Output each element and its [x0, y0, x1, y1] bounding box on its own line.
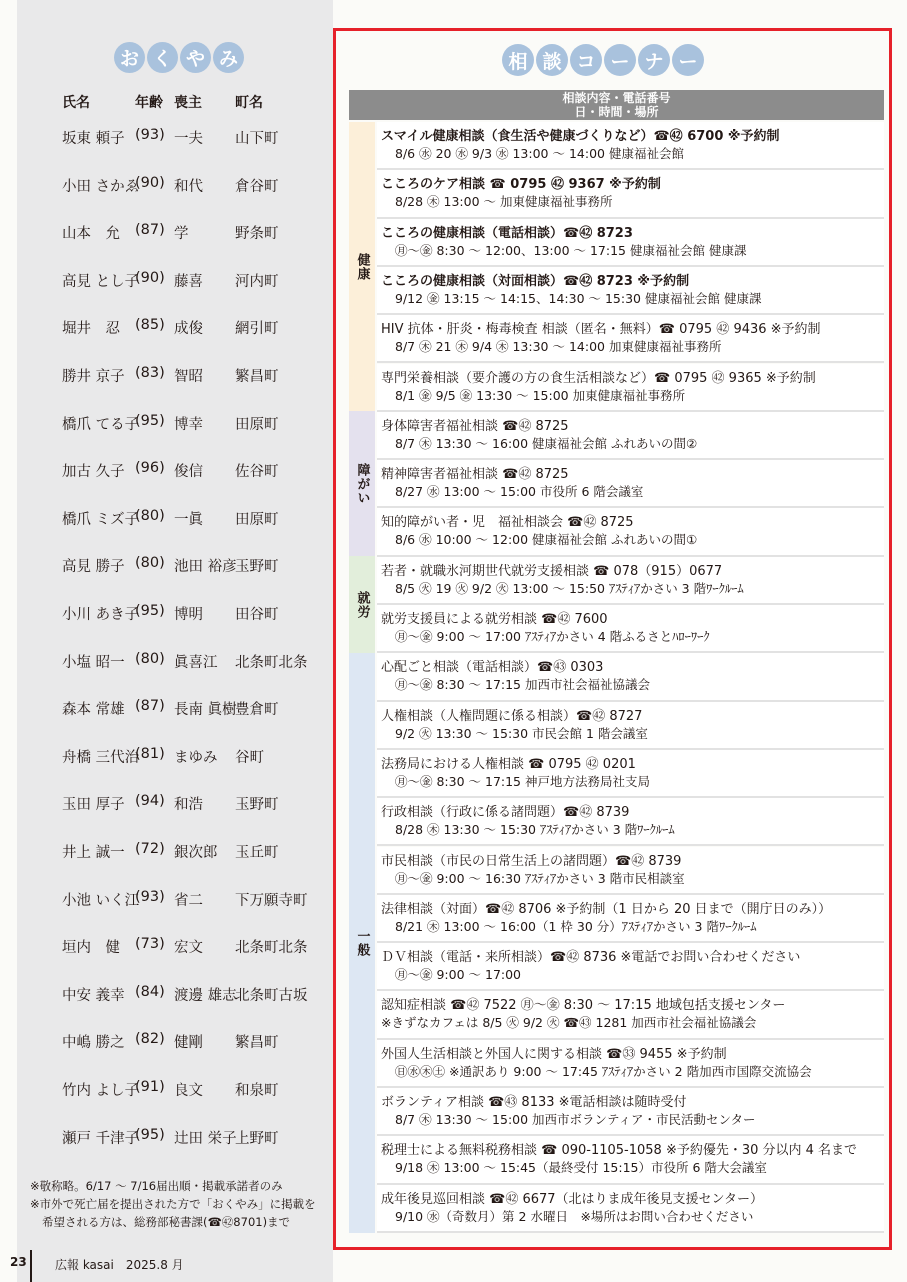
note-outside-city: ※市外で死亡届を提出された方で「おくやみ」に掲載を [30, 1197, 316, 1211]
obituary-name: 中安 義幸 [62, 987, 125, 1004]
obituary-age: (94) [135, 793, 165, 810]
obituary-town: 野条町 [235, 226, 279, 243]
consultation-title: 知的障がい者・児 福祉相談会 ☎㊷ 8725 [381, 515, 634, 531]
obituary-town: 田谷町 [235, 607, 279, 623]
header-town: 町名 [235, 95, 263, 111]
category-general-label: 一般 [354, 929, 370, 957]
obituary-name: 橋爪 ミズ子 [62, 511, 140, 528]
obituary-name: 高見 勝子 [62, 559, 125, 576]
obituary-chief: 辻田 栄子 [174, 1130, 237, 1147]
category-health-label: 健康 [354, 252, 370, 281]
category-disability-label: 障がい [354, 462, 370, 505]
obituary-notes [30, 1178, 330, 1232]
consultation-schedule: 9/12 ㊎ 13:15 ～ 14:15、14:30 ～ 15:30 健康福祉会館 健康課 [395, 290, 762, 306]
consultation-schedule: ㊊～㊎ 8:30 ～ 12:00、13:00 ～ 17:15 健康福祉会館 健康課 [395, 242, 747, 258]
consultation-entry [377, 364, 884, 412]
consultation-table-header [349, 90, 884, 120]
consultation-title: 法律相談（対面）☎㊷ 8706 ※予約制（1 日から 20 日まで（開庁日のみ）） [381, 901, 832, 917]
publication-label: 広報 kasai 2025.8 月 [55, 1258, 184, 1272]
obituary-age: (72) [135, 841, 165, 857]
obituary-town: 玉野町 [235, 797, 279, 814]
header-name: 氏名 [62, 95, 90, 111]
consultation-schedule: 9/18 ㊍ 13:00 ～ 15:45（最終受付 15:15）市役所 6 階大会議室 [395, 1160, 767, 1176]
consultation-entry [377, 702, 884, 750]
obituary-chief: 健剛 [174, 1035, 203, 1052]
consultation-entry [377, 750, 884, 798]
obituary-name: 堀井 忍 [62, 321, 120, 338]
obituary-town: 網引町 [235, 321, 279, 338]
obituary-town: 谷町 [235, 749, 264, 766]
header-age: 年齢 [135, 95, 163, 111]
obituary-name: 高見 とし子 [62, 273, 140, 290]
consultation-entry [377, 315, 884, 363]
obituary-chief: 渡邊 雄志 [174, 987, 237, 1004]
obituary-age: (93) [135, 888, 165, 905]
obituary-age: (90) [135, 174, 165, 191]
obituary-chief: 宏文 [174, 940, 203, 957]
consultation-title: HIV 抗体・肝炎・梅毒検査 相談（匿名・無料）☎ 0795 ㊷ 9436 ※予約制 [381, 322, 821, 338]
obituary-town: 繁昌町 [235, 1035, 279, 1052]
obituary-chief: 藤喜 [174, 273, 203, 290]
obituary-chief: 学 [174, 226, 189, 243]
note-honorific: ※敬称略。6/17 ～ 7/16届出順・掲載承諾者のみ [30, 1179, 283, 1193]
consultation-entry [377, 653, 884, 701]
consultation-entry [377, 991, 884, 1039]
consultation-schedule: 8/27 ㊌ 13:00 ～ 15:00 市役所 6 階会議室 [395, 484, 644, 500]
obituary-town: 繁昌町 [235, 369, 279, 385]
obituary-chief: 俊信 [174, 464, 203, 481]
consultation-title-char: 相 [502, 44, 534, 76]
consultation-schedule: ㊐㊌㊍㊏ ※通訳あり 9:00 ～ 17:45 ｱｽﾃｨｱかさい 2 階加西市国際交流協会 [395, 1063, 812, 1079]
obituary-name: 勝井 京子 [62, 369, 125, 385]
obituary-town: 北条町北条 [235, 654, 308, 671]
obituary-age: (82) [135, 1031, 165, 1048]
obituary-age: (87) [135, 698, 165, 715]
consultation-schedule: 8/7 ㊍ 13:30 ～ 16:00 健康福祉会館 ふれあいの間② [395, 435, 698, 451]
consultation-schedule: 8/6 ㊌ 20 ㊌ 9/3 ㊌ 13:00 ～ 14:00 健康福祉会館 [395, 146, 684, 161]
consultation-schedule: 8/7 ㊍ 13:30 ～ 15:00 加西市ボランティア・市民活動センター [395, 1112, 756, 1127]
consultation-title [502, 44, 704, 76]
obituary-age: (80) [135, 650, 165, 667]
consultation-schedule: ㊊～㊎ 9:00 ～ 17:00 ｱｽﾃｨｱかさい 4 階ふるさとﾊﾛｰﾜｰｸ [395, 629, 710, 644]
obituary-title-char: み [213, 42, 244, 73]
obituary-chief: 博明 [174, 607, 203, 623]
obituary-town: 和泉町 [235, 1083, 279, 1099]
header-date-time-place: 日・時間・場所 [574, 105, 659, 119]
obituary-age: (91) [135, 1079, 165, 1095]
obituary-chief: 一夫 [174, 131, 203, 147]
category-employment [349, 556, 375, 653]
obituary-name: 舟橋 三代治 [62, 749, 140, 766]
consultation-title: 専門栄養相談（要介護の方の食生活相談など）☎ 0795 ㊷ 9365 ※予約制 [381, 370, 816, 386]
obituary-name: 垣内 健 [62, 940, 120, 957]
consultation-title: こころのケア相談 ☎ 0795 ㊷ 9367 ※予約制 [381, 177, 661, 193]
obituary-age: (85) [135, 317, 165, 334]
footer-divider [30, 1250, 32, 1282]
obituary-chief: 博幸 [174, 416, 203, 433]
consultation-entry [377, 605, 884, 653]
consultation-entry [377, 219, 884, 267]
obituary-title-char: や [180, 42, 211, 73]
obituary-town: 佐谷町 [235, 464, 279, 481]
consultation-entry [377, 1088, 884, 1136]
consultation-schedule: 8/21 ㊍ 13:00 ～ 16:00（1 枠 30 分）ｱｽﾃｨｱかさい 3 階ﾜｰｸﾙｰﾑ [395, 918, 757, 934]
obituary-name: 中嶋 勝之 [62, 1035, 125, 1052]
category-disability [349, 411, 375, 556]
consultation-title-char: コ [570, 44, 602, 76]
header-chief-mourner: 喪主 [174, 95, 202, 111]
obituary-name: 小池 いく江 [62, 892, 140, 909]
header-content-phone: 相談内容・電話番号 [562, 91, 671, 105]
consultation-entry [377, 895, 884, 943]
obituary-chief: 良文 [174, 1083, 203, 1099]
consultation-title-char: ー [672, 44, 704, 76]
consultation-title: 行政相談（行政に係る諸問題）☎㊷ 8739 [381, 805, 630, 821]
obituary-age: (83) [135, 365, 165, 381]
obituary-town: 玉丘町 [235, 845, 279, 861]
obituary-town: 倉谷町 [235, 178, 279, 195]
obituary-chief: 銀次郎 [174, 845, 218, 861]
consultation-title: スマイル健康相談（食生活や健康づくりなど）☎㊷ 6700 ※予約制 [381, 129, 780, 144]
consultation-title-char: ー [604, 44, 636, 76]
page-number: 23 [10, 1255, 27, 1269]
obituary-name: 小塩 昭一 [62, 654, 125, 671]
obituary-chief: まゆみ [174, 749, 218, 766]
obituary-name: 玉田 厚子 [62, 797, 125, 814]
obituary-age: (90) [135, 269, 165, 286]
consultation-schedule: ㊊～㊎ 8:30 ～ 17:15 神戸地方法務局社支局 [395, 773, 650, 789]
consultation-title: 精神障害者福祉相談 ☎㊷ 8725 [381, 467, 569, 483]
page-footer [0, 1250, 300, 1282]
consultation-schedule: 8/28 ㊍ 13:30 ～ 15:30 ｱｽﾃｨｱかさい 3 階ﾜｰｸﾙｰﾑ [395, 822, 675, 838]
consultation-title: 法務局における人権相談 ☎ 0795 ㊷ 0201 [381, 756, 636, 772]
obituary-chief: 省二 [174, 892, 203, 909]
obituary-age: (80) [135, 507, 165, 524]
obituary-chief: 眞喜江 [174, 654, 218, 671]
consultation-schedule: 9/2 ㊋ 13:30 ～ 15:30 市民会館 1 階会議室 [395, 725, 648, 741]
consultation-title: こころの健康相談（対面相談）☎㊷ 8723 ※予約制 [381, 273, 690, 289]
obituary-chief: 一眞 [174, 511, 203, 528]
consultation-title: こころの健康相談（電話相談）☎㊷ 8723 [381, 225, 633, 241]
consultation-title: 成年後見巡回相談 ☎㊷ 6677（北はりま成年後見支援センター） [381, 1191, 764, 1207]
consultation-title: 若者・就職氷河期世代就労支援相談 ☎ 078（915）0677 [381, 563, 723, 579]
obituary-age: (84) [135, 983, 165, 1000]
obituary-chief: 和浩 [174, 797, 203, 814]
consultation-title: ボランティア相談 ☎㊸ 8133 ※電話相談は随時受付 [381, 1095, 687, 1110]
consultation-schedule: 8/7 ㊍ 21 ㊍ 9/4 ㊍ 13:30 ～ 14:00 加東健康福祉事務所 [395, 339, 722, 355]
category-employment-label: 就労 [354, 590, 370, 619]
obituary-chief: 智昭 [174, 369, 203, 385]
obituary-town: 下万願寺町 [235, 892, 308, 909]
obituary-age: (93) [135, 127, 165, 143]
obituary-age: (73) [135, 936, 165, 953]
obituary-town: 上野町 [235, 1130, 279, 1147]
obituary-name: 橋爪 てる子 [62, 416, 140, 433]
consultation-title: 人権相談（人権問題に係る相談）☎㊷ 8727 [381, 708, 643, 724]
obituary-title-char: お [114, 42, 145, 73]
consultation-title-char: 談 [536, 44, 568, 76]
consultation-title: ＤＶ相談（電話・来所相談）☎㊷ 8736 ※電話でお問い合わせください [381, 950, 801, 966]
consultation-entry [377, 508, 884, 556]
obituary-panel [17, 0, 333, 1282]
obituary-town: 玉野町 [235, 559, 279, 576]
consultation-entry [377, 557, 884, 605]
obituary-chief: 和代 [174, 178, 203, 195]
obituary-name: 山本 允 [62, 226, 120, 243]
category-general [349, 653, 375, 1233]
consultation-entry [377, 412, 884, 460]
consultation-title: 認知症相談 ☎㊷ 7522 ㊊～㊎ 8:30 ～ 17:15 地域包括支援センター [381, 998, 786, 1014]
consultation-entry [377, 267, 884, 315]
consultation-entry [377, 1040, 884, 1088]
obituary-town: 田原町 [235, 511, 279, 528]
obituary-age: (95) [135, 603, 165, 619]
consultation-title: 外国人生活相談と外国人に関する相談 ☎㉝ 9455 ※予約制 [381, 1046, 727, 1062]
obituary-age: (81) [135, 745, 165, 762]
consultation-entry [377, 798, 884, 846]
obituary-age: (96) [135, 460, 165, 477]
consultation-schedule: ※きずなカフェは 8/5 ㊋ 9/2 ㊋ ☎㊸ 1281 加西市社会福祉協議会 [381, 1015, 757, 1031]
consultation-title: 市民相談（市民の日常生活上の諸問題）☎㊷ 8739 [381, 853, 682, 869]
obituary-age: (80) [135, 555, 165, 572]
obituary-age: (95) [135, 1126, 165, 1143]
consultation-schedule: ㊊～㊎ 9:00 ～ 17:00 [395, 967, 522, 983]
consultation-entry [377, 847, 884, 895]
consultation-entry [377, 460, 884, 508]
obituary-title-char: く [147, 42, 178, 73]
obituary-chief: 池田 裕彦 [174, 559, 237, 576]
consultation-title: 心配ごと相談（電話相談）☎㊸ 0303 [381, 660, 604, 676]
obituary-name: 小田 さかゑ [62, 178, 140, 195]
consultation-title: 身体障害者福祉相談 ☎㊷ 8725 [381, 418, 569, 434]
consultation-entry [377, 1136, 884, 1184]
consultation-title-char: ナ [638, 44, 670, 76]
consultation-entry [377, 943, 884, 991]
consultation-title: 就労支援員による就労相談 ☎㊷ 7600 [381, 612, 608, 627]
consultation-schedule: 8/28 ㊍ 13:00 ～ 加東健康福祉事務所 [395, 194, 613, 210]
obituary-town: 北条町古坂 [235, 987, 308, 1004]
obituary-age: (95) [135, 412, 165, 429]
obituary-town: 豊倉町 [235, 702, 279, 719]
consultation-schedule: ㊊～㊎ 8:30 ～ 17:15 加西市社会福祉協議会 [395, 677, 650, 693]
consultation-title: 税理士による無料税務相談 ☎ 090-1105-1058 ※予約優先・30 分以内 4 名まで [381, 1143, 858, 1159]
obituary-name: 加古 久子 [62, 464, 125, 481]
obituary-name: 小川 あき子 [62, 607, 140, 623]
consultation-entry [377, 122, 884, 170]
consultation-schedule: 8/6 ㊌ 10:00 ～ 12:00 健康福祉会館 ふれあいの間① [395, 532, 698, 548]
obituary-town: 北条町北条 [235, 940, 308, 957]
consultation-entry [377, 170, 884, 218]
obituary-name: 森本 常雄 [62, 702, 125, 719]
consultation-schedule: 8/1 ㊎ 9/5 ㊎ 13:30 ～ 15:00 加東健康福祉事務所 [395, 387, 686, 403]
obituary-title [114, 42, 244, 73]
obituary-name: 坂東 頼子 [62, 131, 125, 147]
obituary-town: 田原町 [235, 416, 279, 433]
category-health [349, 122, 375, 411]
obituary-town: 山下町 [235, 131, 279, 147]
obituary-age: (87) [135, 222, 165, 239]
obituary-chief: 長南 眞樹 [174, 702, 237, 719]
note-contact: 希望される方は、総務部秘書課(☎㊷8701)まで [42, 1215, 291, 1229]
consultation-schedule: 8/5 ㊋ 19 ㊋ 9/2 ㊋ 13:00 ～ 15:50 ｱｽﾃｨｱかさい 3 階ﾜｰｸﾙｰﾑ [395, 580, 744, 596]
obituary-name: 竹内 よし子 [62, 1083, 140, 1099]
consultation-entry [377, 1185, 884, 1233]
obituary-name: 瀬戸 千津子 [62, 1130, 140, 1147]
obituary-name: 井上 誠一 [62, 845, 125, 861]
consultation-schedule: 9/10 ㊌（奇数月）第 2 水曜日 ※場所はお問い合わせください [395, 1208, 754, 1224]
obituary-chief: 成俊 [174, 321, 203, 338]
consultation-schedule: ㊊～㊎ 9:00 ～ 16:30 ｱｽﾃｨｱかさい 3 階市民相談室 [395, 870, 685, 886]
obituary-town: 河内町 [235, 273, 279, 290]
